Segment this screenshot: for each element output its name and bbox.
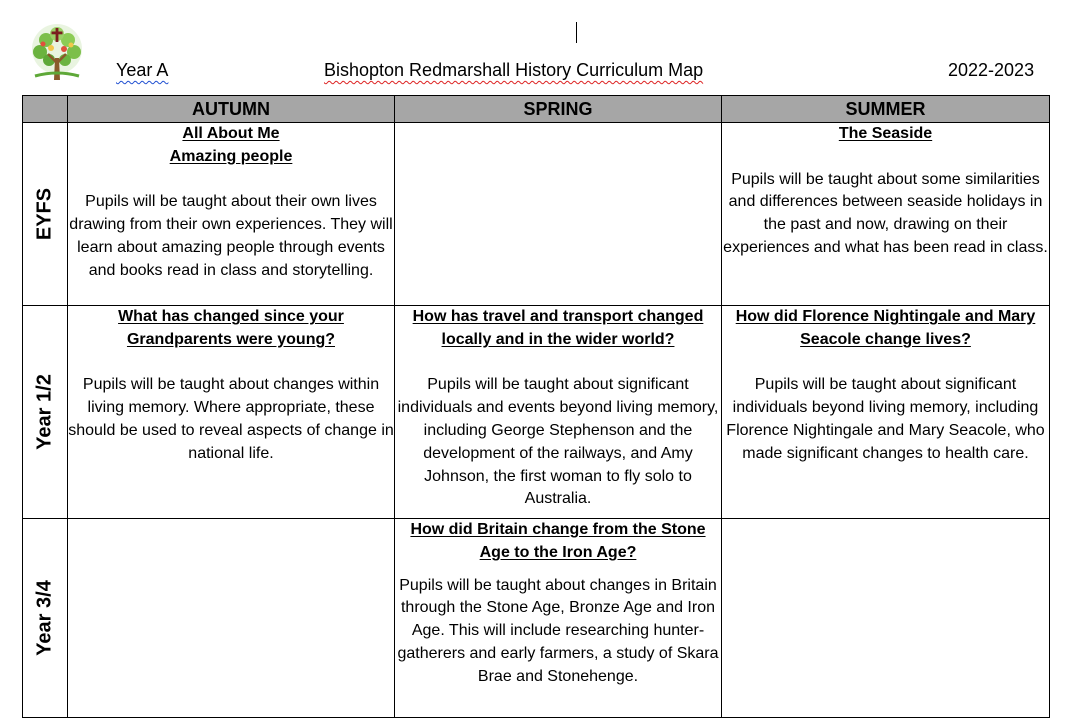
table-row (23, 519, 1050, 718)
cell-year12-summer (722, 306, 1050, 519)
academic-year: 2022-2023 (948, 60, 1035, 80)
table-row (23, 123, 1050, 306)
topic-heading: All About Me (182, 125, 280, 142)
row-label-cell (23, 306, 68, 519)
cell-year12-spring (395, 306, 722, 519)
corner-cell (23, 96, 68, 123)
topic-heading: What has changed since your Grandparents were young? (118, 308, 344, 348)
topic-heading: How did Britain change from the Stone Age to the Iron Age? (410, 521, 706, 561)
cell-year34-autumn (68, 519, 395, 718)
row-label-cell (23, 123, 68, 306)
school-logo-icon (27, 22, 87, 82)
cell-eyfs-spring (395, 123, 722, 306)
topic-description: Pupils will be taught about their own lives drawing from their own experiences. They will learn about amazing people through events and books read in class and storytelling. (69, 193, 393, 279)
table-row (23, 306, 1050, 519)
column-header-autumn: AUTUMN (68, 96, 395, 123)
topic-description: Pupils will be taught about changes in Britain through the Stone Age, Bronze Age and Iron Age. This will include researching hunter-gatherers and early farmers, a study of Skara Brae and Stonehenge. (397, 576, 719, 685)
curriculum-table (22, 95, 1050, 718)
cell-eyfs-autumn (68, 123, 395, 306)
topic-heading: How has travel and transport changed locally and in the wider world? (412, 308, 704, 348)
year-label: Year A (116, 60, 169, 80)
topic-heading: Amazing people (169, 147, 293, 165)
page-title: Bishopton Redmarshall History Curriculum Map (324, 60, 704, 80)
cell-eyfs-summer (722, 123, 1050, 306)
cell-year12-autumn (68, 306, 395, 519)
topic-description: Pupils will be taught about some similarities and differences between seaside holidays in the past and now, drawing on their experiences and what has been read in class. (723, 170, 1048, 256)
topic-heading: How did Florence Nightingale and Mary Seacole change lives? (735, 308, 1036, 348)
row-label: Year 3/4 (33, 580, 56, 656)
topic-description: Pupils will be taught about significant individuals and events beyond living memory, including George Stephenson and the development of the railways, and Amy Johnson, the first woman to fly solo to Australia. (397, 376, 719, 508)
topic-description: Pupils will be taught about changes within living memory. Where appropriate, these should be used to reveal aspects of change in national life. (68, 376, 394, 462)
column-header-spring: SPRING (395, 96, 722, 123)
column-header-summer: SUMMER (722, 96, 1050, 123)
row-label: Year 1/2 (33, 374, 56, 450)
topic-description: Pupils will be taught about significant individuals beyond living memory, including Florence Nightingale and Mary Seacole, who made significant changes to health care. (726, 376, 1045, 462)
topic-heading: The Seaside (838, 125, 933, 142)
table-header-row (23, 96, 1050, 123)
text-cursor (576, 22, 577, 43)
row-label: EYFS (33, 187, 56, 241)
row-label-cell (23, 519, 68, 718)
cell-year34-summer (722, 519, 1050, 718)
cell-year34-spring (395, 519, 722, 718)
